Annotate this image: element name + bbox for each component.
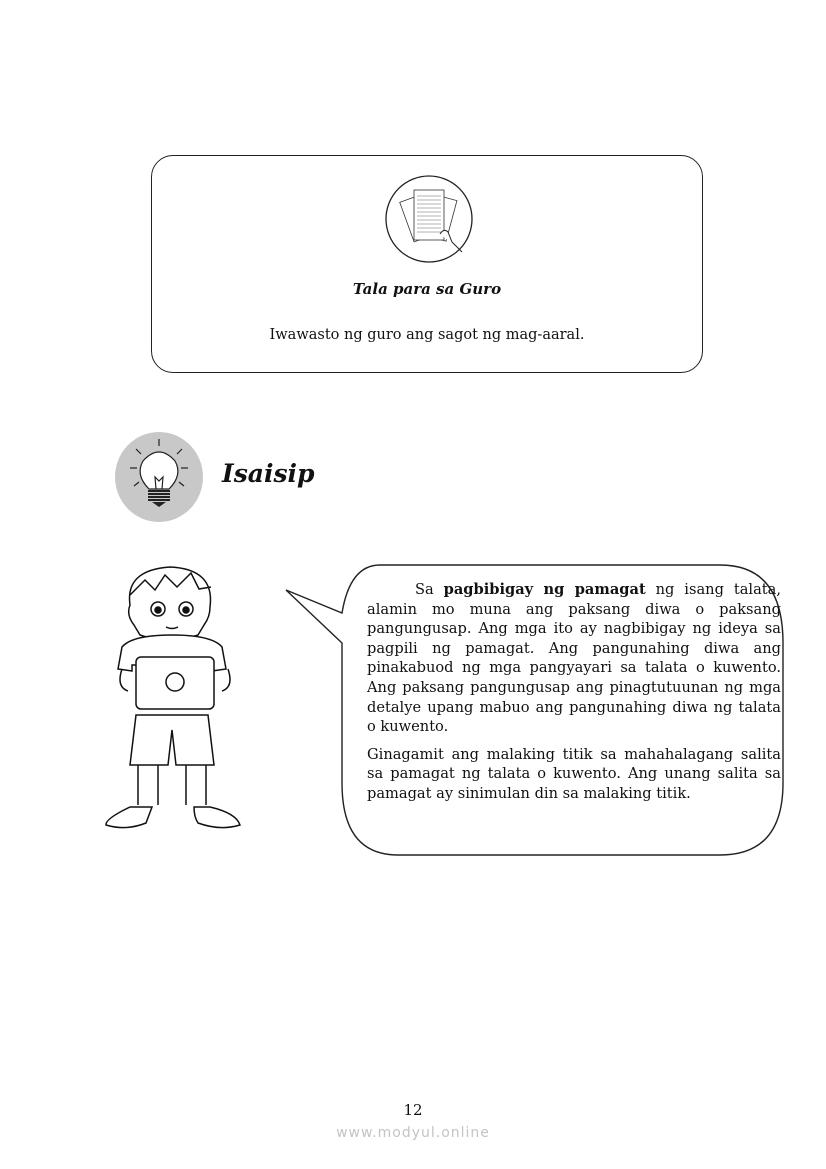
boy-holding-tablet-illustration (100, 565, 250, 840)
p1-lead: Sa (415, 581, 444, 598)
teacher-note-text: Iwawasto ng guro ang sagot ng mag-aaral. (269, 327, 585, 343)
teacher-note-box (151, 155, 703, 373)
bubble-paragraph-2: Ginagamit ang malaking titik sa mahahalagang salita sa pamagat ng talata o kuwento. Ang unang salita sa pamagat ay sinimulan din sa malaking titik. (367, 745, 781, 802)
teacher-note-title: Tala para sa Guro (352, 280, 502, 298)
papers-in-hand-icon (384, 174, 474, 264)
bubble-paragraph-1 (367, 580, 781, 737)
section-title: Isaisip (222, 459, 315, 488)
page-number: 12 (403, 1101, 423, 1119)
watermark: www.modyul.online (336, 1125, 490, 1141)
bubble-text (367, 580, 781, 812)
p1-rest: ng isang talata, alamin mo muna ang paksang diwa o paksang pangungusap. Ang mga ito ay nagbibigay ng ideya sa pagpili ng pamagat. Ang pangunahing diwa ang pinakabuod ng mga pangyayari sa talata o kuwento. Ang paksang pangungusap ang pinagtutuunan ng mga detalye upang mabuo ang pangunahing diwa ng talata o kuwento. (367, 581, 781, 736)
p1-bold-term: pagbibigay ng pamagat (443, 581, 646, 598)
lightbulb-icon (114, 432, 204, 522)
